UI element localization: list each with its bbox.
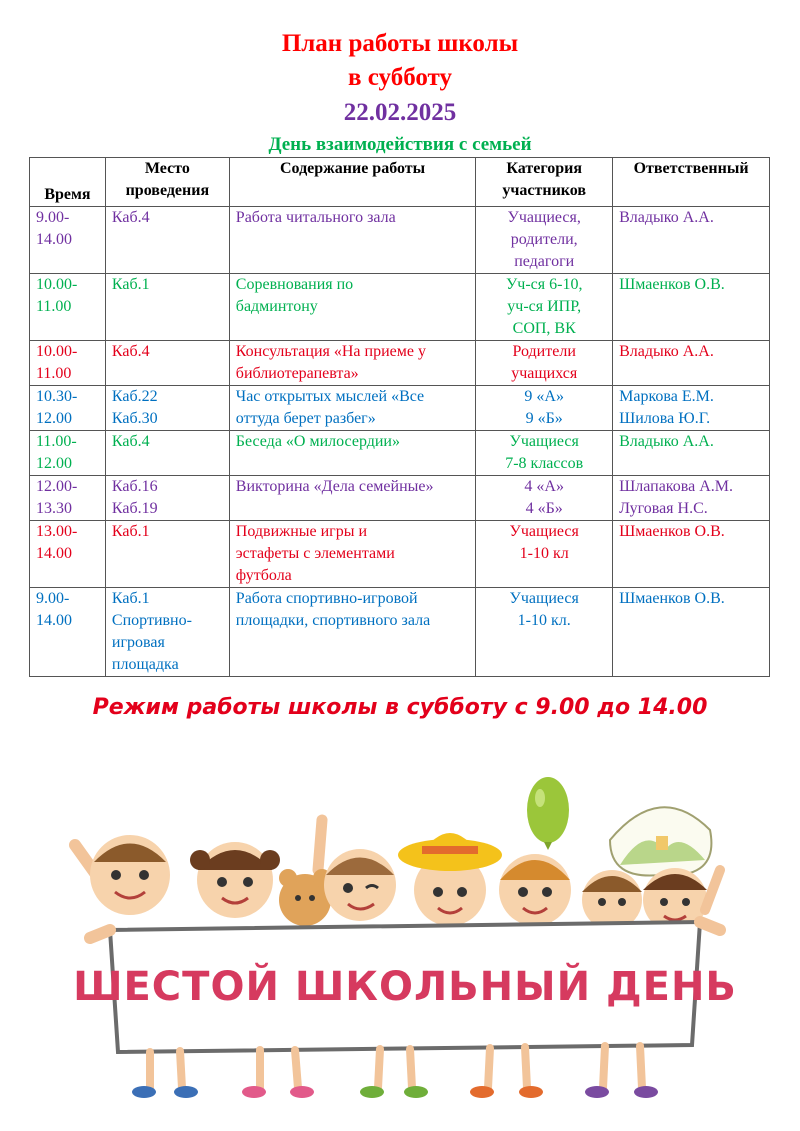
table-row	[30, 341, 770, 386]
cell-category	[476, 207, 613, 274]
cell-category-line: 9 «Б»	[525, 410, 563, 427]
table-row	[30, 431, 770, 476]
col-header-category	[476, 158, 613, 207]
cell-category-line: Уч-ся 6-10,	[505, 276, 583, 293]
cell-category-line: 4 «А»	[524, 478, 564, 495]
cell-time	[30, 386, 106, 431]
cell-responsible	[613, 521, 770, 588]
cell-responsible-line: Шмаенков О.В.	[619, 590, 725, 607]
table-row	[30, 521, 770, 588]
title-line-2: в субботу	[348, 64, 452, 91]
cell-category-line: учащихся	[511, 365, 578, 382]
title-line-1: План работы школы	[281, 30, 519, 57]
col-header-time: Время	[30, 158, 106, 207]
cell-category	[476, 341, 613, 386]
kid-5-icon	[499, 854, 571, 926]
cell-place-line: Каб.22	[111, 388, 158, 405]
cell-category-line: 9 «А»	[524, 388, 564, 405]
col-header-responsible: Ответственный	[613, 158, 770, 207]
cell-responsible-line: Шмаенков О.В.	[619, 523, 725, 540]
cell-responsible-line: Шлапакова А.М.	[619, 478, 733, 495]
kid-3-icon	[324, 849, 396, 921]
cell-content-line: Подвижные игры и	[235, 523, 368, 540]
table-row	[30, 274, 770, 341]
cell-category-line: Учащиеся	[509, 433, 579, 450]
table-row	[30, 207, 770, 274]
col-header-place-line: проведения	[125, 182, 210, 199]
cell-responsible-line: Владыко А.А.	[619, 433, 714, 450]
cell-category-line: 4 «Б»	[525, 500, 563, 517]
cell-category	[476, 476, 613, 521]
table-row	[30, 476, 770, 521]
cell-content	[229, 431, 476, 476]
cell-content	[229, 274, 476, 341]
teddy-bear-icon	[279, 869, 331, 926]
cell-responsible-line: Луговая Н.С.	[619, 500, 708, 517]
cell-time	[30, 341, 106, 386]
cell-time-line: 11.00	[36, 365, 72, 382]
cell-content	[229, 476, 476, 521]
cell-time-line: 10.00-	[36, 343, 78, 360]
cell-place	[105, 341, 229, 386]
cell-place	[105, 431, 229, 476]
cell-place-line: Каб.1	[111, 276, 150, 293]
cell-time-line: 14.00	[36, 545, 72, 562]
cell-time	[30, 588, 106, 677]
cell-content	[229, 588, 476, 677]
cell-place-line: Каб.4	[111, 209, 150, 226]
col-header-category-line: Категория	[506, 160, 582, 177]
kids-banner-illustration	[60, 770, 740, 1110]
cell-category	[476, 588, 613, 677]
col-header-place-line: Место	[144, 160, 190, 177]
cell-place-line: Каб.16	[111, 478, 158, 495]
cell-place	[105, 521, 229, 588]
cell-content-line: Работа спортивно-игровой	[235, 590, 418, 607]
cell-category-line: 7-8 классов	[505, 455, 584, 472]
cell-time-line: 12.00-	[36, 478, 78, 495]
cell-category-line: Родители	[512, 343, 576, 360]
cell-time	[30, 476, 106, 521]
cell-content-line: Час открытых мыслей «Все	[235, 388, 425, 405]
cell-place-line: Каб.30	[111, 410, 158, 427]
cell-content-line: Работа читального зала	[235, 209, 396, 226]
subtitle: День взаимодействия с семьей	[268, 134, 532, 155]
cell-category-line: Учащиеся	[509, 523, 579, 540]
cell-content-line: площадки, спортивного зала	[235, 612, 431, 629]
cell-place-line: Спортивно-	[111, 612, 192, 629]
cell-content-line: бадминтону	[235, 298, 318, 315]
cell-place	[105, 274, 229, 341]
cell-time-line: 9.00-	[36, 590, 70, 607]
cell-time	[30, 207, 106, 274]
table-row	[30, 386, 770, 431]
banner-board	[73, 922, 737, 1052]
cell-place	[105, 588, 229, 677]
cell-category-line: Учащиеся,	[507, 209, 581, 226]
cell-responsible-line: Маркова Е.М.	[619, 388, 714, 405]
cell-content-line: Викторина «Дела семейные»	[235, 478, 434, 495]
cell-content	[229, 341, 476, 386]
table-row	[30, 588, 770, 677]
cell-category-line: родители,	[510, 231, 578, 248]
cell-category-line: СОП, ВК	[512, 320, 576, 337]
cell-time-line: 13.00-	[36, 523, 78, 540]
cell-content	[229, 521, 476, 588]
kid-1-icon	[75, 835, 170, 915]
cell-category	[476, 431, 613, 476]
cell-category-line: 1-10 кл	[519, 545, 569, 562]
cell-time-line: 11.00	[36, 298, 72, 315]
cell-place-line: Каб.4	[111, 433, 150, 450]
col-header-content: Содержание работы	[229, 158, 476, 207]
cell-category-line: уч-ся ИПР,	[507, 298, 582, 315]
cell-category	[476, 521, 613, 588]
cell-place-line: Каб.4	[111, 343, 150, 360]
cell-responsible	[613, 386, 770, 431]
cell-time	[30, 521, 106, 588]
cell-time-line: 12.00	[36, 455, 72, 472]
cell-responsible-line: Владыко А.А.	[619, 209, 714, 226]
cell-category	[476, 274, 613, 341]
cell-time-line: 12.00	[36, 410, 72, 427]
cell-responsible-line: Шилова Ю.Г.	[619, 410, 711, 427]
table-body	[30, 207, 770, 677]
cell-time-line: 9.00-	[36, 209, 70, 226]
cell-content-line: Беседа «О милосердии»	[235, 433, 400, 450]
cell-responsible	[613, 588, 770, 677]
cell-place	[105, 476, 229, 521]
cell-content-line: Консультация «На приеме у	[235, 343, 426, 360]
cell-content-line: футбола	[235, 567, 292, 584]
banner-title: ШЕСТОЙ ШКОЛЬНЫЙ ДЕНЬ	[73, 964, 737, 1010]
cell-time-line: 13.30	[36, 500, 72, 517]
cell-content-line: оттуда берет разбег»	[235, 410, 376, 427]
cell-responsible	[613, 341, 770, 386]
cell-place-line: игровая	[111, 634, 165, 651]
cell-content	[229, 386, 476, 431]
cell-place	[105, 207, 229, 274]
school-hours-note: Режим работы школы в субботу с 9.00 до 14.00	[92, 695, 708, 720]
cell-content-line: Соревнования по	[235, 276, 354, 293]
cell-place-line: Каб.19	[111, 500, 158, 517]
schedule-table	[29, 157, 770, 677]
table-header-row	[30, 158, 770, 207]
cell-place	[105, 386, 229, 431]
cell-responsible	[613, 476, 770, 521]
col-header-category-line: участников	[502, 182, 587, 199]
cell-place-line: площадка	[111, 656, 179, 673]
cell-content-line: библиотерапевта»	[235, 365, 359, 382]
cell-time-line: 10.00-	[36, 276, 78, 293]
cell-time-line: 11.00-	[36, 433, 77, 450]
title-date: 22.02.2025	[343, 99, 457, 126]
cell-place-line: Каб.1	[111, 590, 150, 607]
cell-category-line: педагоги	[514, 253, 575, 270]
cell-time	[30, 431, 106, 476]
cell-responsible-line: Шмаенков О.В.	[619, 276, 725, 293]
cell-content-line: эстафеты с элементами	[235, 545, 395, 562]
kid-4-hat-icon	[398, 833, 502, 926]
cell-category-line: Учащиеся	[509, 590, 579, 607]
cell-time-line: 10.30-	[36, 388, 78, 405]
cell-responsible-line: Владыко А.А.	[619, 343, 714, 360]
col-header-place	[105, 158, 229, 207]
cell-time	[30, 274, 106, 341]
cell-responsible	[613, 274, 770, 341]
cell-time-line: 14.00	[36, 231, 72, 248]
cell-category-line: 1-10 кл.	[517, 612, 571, 629]
cell-place-line: Каб.1	[111, 523, 150, 540]
cell-content	[229, 207, 476, 274]
cell-responsible	[613, 207, 770, 274]
kids-feet-icon	[132, 1046, 658, 1098]
cell-responsible	[613, 431, 770, 476]
cell-time-line: 14.00	[36, 612, 72, 629]
cell-category	[476, 386, 613, 431]
